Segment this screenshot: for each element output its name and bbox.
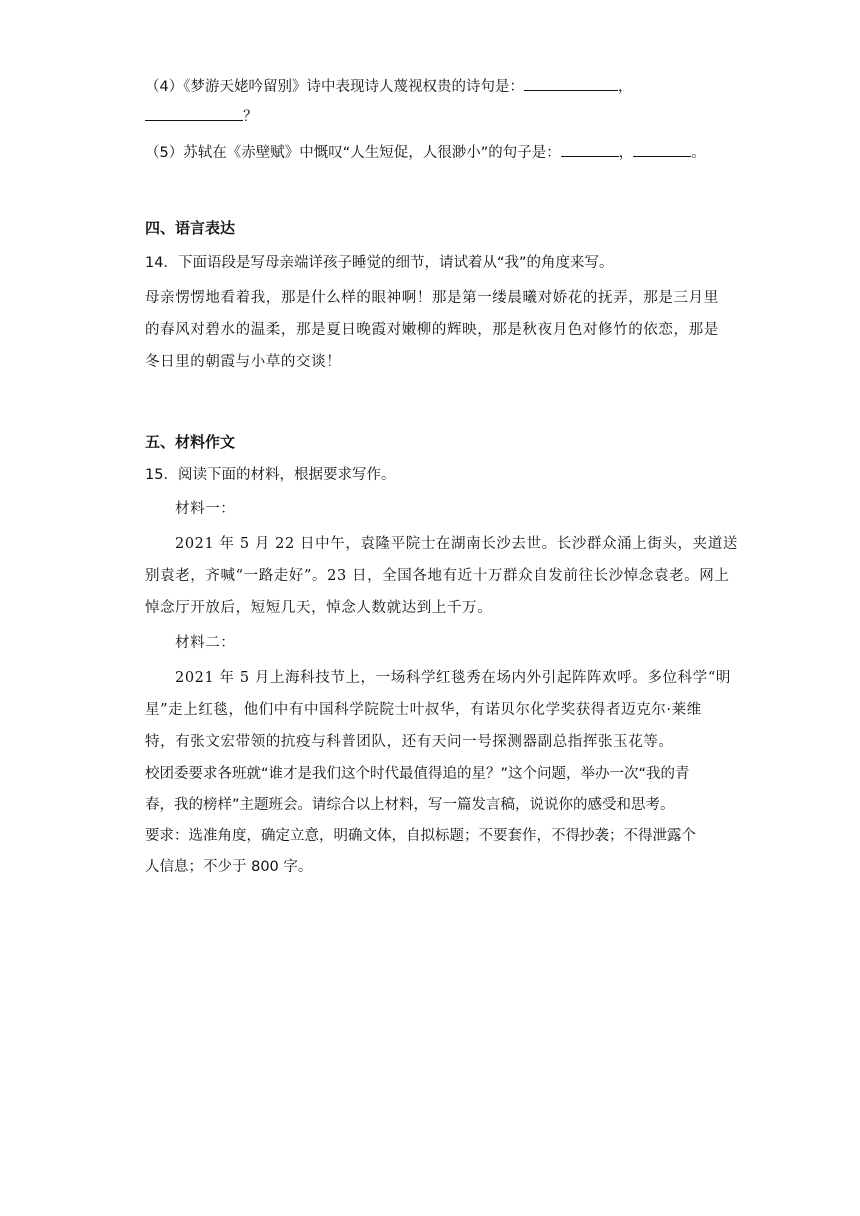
question-15: 15．阅读下面的材料，根据要求写作。 <box>145 467 396 483</box>
answer-blank[interactable] <box>524 76 618 91</box>
q13-item-4-comma: ， <box>617 79 633 95</box>
q13-item-4-text: （4）《梦游天姥吟留别》诗中表现诗人蔑视权贵的诗句是： <box>145 79 524 95</box>
q13-item-5 <box>145 142 706 163</box>
material-2-label: 材料二： <box>175 635 236 651</box>
task-line: 校团委要求各班就“谁才是我们这个时代最值得追的星？”这个问题，举办一次“我的青 <box>145 766 690 782</box>
material-1-line: 2021 年 5 月 22 日中午，袁隆平院士在湖南长沙去世。长沙群众涌上街头，夹道送 <box>175 536 738 552</box>
q13-item-5-end: 。 <box>691 145 706 161</box>
q13-item-5-comma: ， <box>618 145 634 161</box>
requirements-line: 要求：选准角度，确定立意，明确文体，自拟标题；不要套作，不得抄袭；不得泄露个 <box>145 828 696 844</box>
q13-item-4-line-2 <box>145 106 258 127</box>
requirements-line: 人信息；不少于 800 字。 <box>145 859 313 875</box>
material-2-line: 特，有张文宏带领的抗疫与科普团队，还有天问一号探测器副总指挥张玉花等。 <box>145 734 674 750</box>
answer-blank[interactable] <box>561 142 619 157</box>
passage-line: 冬日里的朝霞与小草的交谈！ <box>145 354 342 370</box>
q13-item-5-text: （5）苏轼在《赤壁赋》中慨叹“人生短促，人很渺小”的句子是： <box>145 145 561 161</box>
task-line: 春，我的榜样”主题班会。请综合以上材料，写一篇发言稿，说说你的感受和思考。 <box>145 797 675 813</box>
q13-item-4 <box>145 76 632 97</box>
material-1-line: 别袁老，齐喊“一路走好”。23 日，全国各地有近十万群众自发前往长沙悼念袁老。网上 <box>145 568 730 584</box>
material-1-label: 材料一： <box>175 501 236 517</box>
question-14: 14．下面语段是写母亲端详孩子睡觉的细节，请试着从“我”的角度来写。 <box>145 255 614 271</box>
material-2-line: 2021 年 5 月上海科技节上，一场科学红毯秀在场内外引起阵阵欢呼。多位科学“明 <box>175 670 731 686</box>
answer-blank[interactable] <box>145 106 243 121</box>
q13-item-4-end: ？ <box>243 109 258 125</box>
answer-blank[interactable] <box>633 142 691 157</box>
material-1-line: 悼念厅开放后，短短几天，悼念人数就达到上千万。 <box>145 600 493 616</box>
section-5-heading: 五、材料作文 <box>145 433 236 451</box>
passage-line: 母亲愣愣地看着我，那是什么样的眼神啊！那是第一缕晨曦对娇花的抚弄，那是三月里 <box>145 290 719 306</box>
material-2-line: 星”走上红毯，他们中有中国科学院院士叶叔华，有诺贝尔化学奖获得者迈克尔·莱维 <box>145 702 702 718</box>
section-4-heading: 四、语言表达 <box>145 219 236 237</box>
passage-line: 的春风对碧水的温柔，那是夏日晚霞对嫩柳的辉映，那是秋夜月色对修竹的依恋，那是 <box>145 322 719 338</box>
